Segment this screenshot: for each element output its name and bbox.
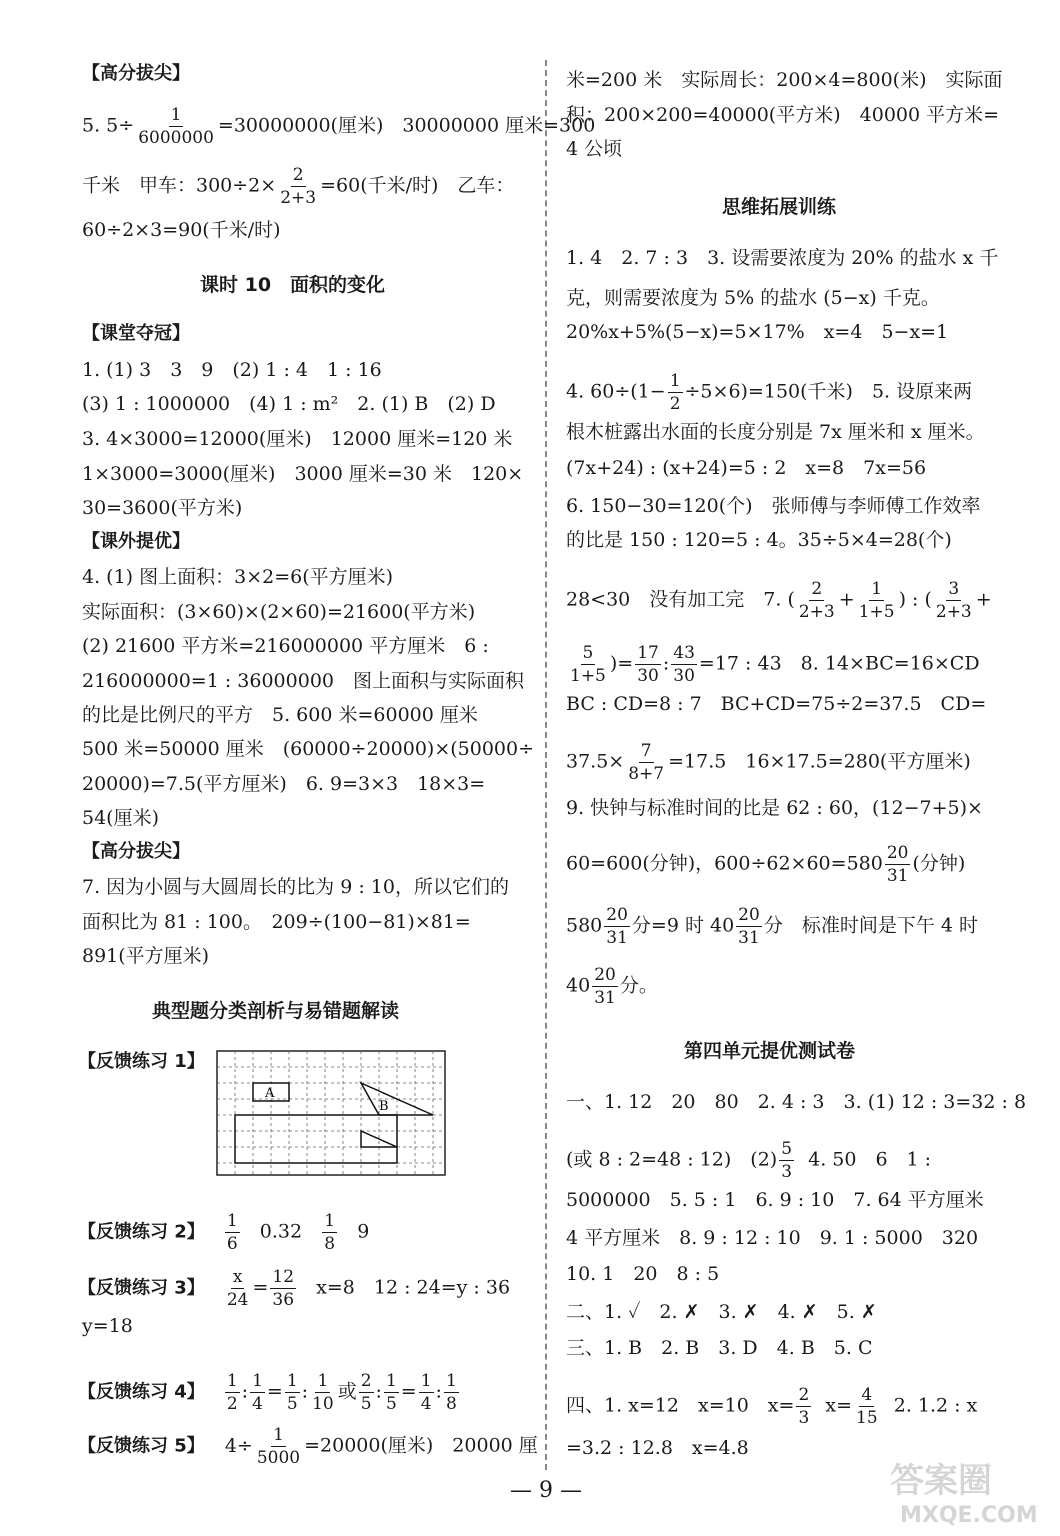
feedback-row: 【反馈练习 2】 $\frac{1}{6}$ 0.32 $\frac{1}{8}$ 9: [78, 1211, 370, 1254]
answer-line: 60=600(分钟)，600÷62×60=580 $\frac{20}{31}$ (分钟): [566, 843, 966, 886]
answer-line: 216000000=1 : 36000000 图上面积与实际面积: [82, 670, 524, 692]
section-tag: 【课堂夺冠】: [82, 323, 190, 344]
answer-line: BC : CD=8 : 7 BC+CD=75÷2=37.5 CD=: [566, 693, 987, 715]
answer-line: 四、1. x=12 x=10 x= $\frac{2}{3}$ x= $\frac{4}{15}$ 2. 1.2 : x: [566, 1385, 978, 1428]
section-tag: 【高分拔尖】: [82, 63, 190, 84]
answer-line: 根木桩露出水面的长度分别是 7x 厘米和 x 厘米。: [566, 421, 985, 443]
answer-line: 一、1. 12 20 80 2. 4 : 3 3. (1) 12 : 3=32 : 8: [566, 1091, 1027, 1113]
answer-line: 1. (1) 3 3 9 (2) 1 : 4 1 : 16: [82, 359, 382, 381]
answer-line: 千米 甲车：300÷2× $\frac{2}{2+3}$ =60(千米/时) 乙车：: [82, 165, 515, 208]
answer-line: 二、1. ✓ 2. ✗ 3. ✗ 4. ✗ 5. ✗: [566, 1301, 877, 1323]
answer-line: 37.5× $\frac{7}{8+7}$ =17.5 16×17.5=280(平方厘米): [566, 741, 971, 784]
shape-label-a: A: [265, 1086, 275, 1101]
answer-line: 5000000 5. 5 : 1 6. 9 : 10 7. 64 平方厘米: [566, 1189, 984, 1211]
answer-line: 30=3600(平方米): [82, 497, 243, 519]
triangle-reduced: [361, 1131, 397, 1147]
grid-figure: [216, 1050, 446, 1176]
section-heading: 典型题分类剖析与易错题解读: [152, 1000, 400, 1022]
feedback-row: 【反馈练习 5】 4÷ $\frac{1}{5000}$ =20000(厘米) 20000 厘: [78, 1425, 538, 1468]
answer-line: 20%x+5%(5−x)=5×17% x=4 5−x=1: [566, 321, 949, 343]
answer-line: 1×3000=3000(厘米) 3000 厘米=30 米 120×: [82, 463, 524, 485]
answer-line: 891(平方厘米): [82, 945, 210, 967]
section-tag: 【课外提优】: [82, 531, 190, 552]
fraction: $\frac{2}{2+3}$: [280, 165, 317, 208]
svg-text:答案圈: 答案圈: [890, 1461, 992, 1501]
answer-line: 三、1. B 2. B 3. D 4. B 5. C: [566, 1337, 873, 1359]
section-heading: 课时 10 面积的变化: [200, 274, 386, 296]
section-heading: 思维拓展训练: [722, 196, 837, 218]
answer-line: (或 8 : 2=48 : 12) (2) $\frac{5}{3}$ 4. 50 6 1 :: [566, 1139, 932, 1182]
answer-line: 10. 1 20 8 : 5: [566, 1263, 720, 1285]
answer-line: 米=200 米 实际周长：200×4=800(米) 实际面: [566, 69, 1003, 91]
answer-line: y=18: [82, 1315, 133, 1337]
answer-line: 7. 因为小圆与大圆周长的比为 9 : 10，所以它们的: [82, 876, 509, 898]
section-tag: 【高分拔尖】: [82, 841, 190, 862]
answer-line: 9. 快钟与标准时间的比是 62 : 60，(12−7+5)×: [566, 797, 983, 819]
watermark-logo: [880, 1450, 1040, 1530]
feedback-label: 【反馈练习 1】: [78, 1051, 205, 1072]
answer-line: 4. 60÷(1− $\frac{1}{2}$ ÷5×6)=150(千米) 5. 设原来两: [566, 371, 973, 414]
fraction: $\frac{1}{6000000}$: [138, 105, 214, 148]
answer-line: 的比是 150 : 120=5 : 4。35÷5×4=28(个): [566, 529, 952, 551]
answer-line: 4 公顷: [566, 138, 623, 160]
answer-line: 20000)=7.5(平方厘米) 6. 9=3×3 18×3=: [82, 773, 486, 795]
answer-line: 克，则需要浓度为 5% 的盐水 (5−x) 千克。: [566, 287, 940, 309]
page-number: — 9 —: [510, 1478, 582, 1503]
answer-line: 1. 4 2. 7 : 3 3. 设需要浓度为 20% 的盐水 x 千: [566, 247, 999, 269]
rectangle-enlarged: [235, 1115, 397, 1163]
answer-line: =3.2 : 12.8 x=4.8: [566, 1437, 749, 1459]
grid-border: [217, 1051, 445, 1175]
answer-line: 4 平方厘米 8. 9 : 12 : 10 9. 1 : 5000 320: [566, 1227, 979, 1249]
answer-line: 4. (1) 图上面积：3×2=6(平方厘米): [82, 566, 394, 588]
answer-line: 积：200×200=40000(平方米) 40000 平方米=: [566, 104, 1000, 126]
answer-line: 实际面积：(3×60)×(2×60)=21600(平方米): [82, 601, 476, 623]
answer-line: 28<30 没有加工完 7. ( $\frac{2}{2+3}$ + $\frac{1}{1+5}$ ) : ( $\frac{3}{2+3}$ +: [566, 579, 992, 622]
answer-line: 3. 4×3000=12000(厘米) 12000 厘米=120 米: [82, 428, 513, 450]
answer-line: $\frac{5}{1+5}$ )= $\frac{17}{30}$ : $\frac{43}{30}$ =17 : 43 8. 14×BC=16×CD: [570, 643, 980, 686]
answer-line: 的比是比例尺的平方 5. 600 米=60000 厘米: [82, 704, 478, 726]
answer-line: 5. 5÷ $\frac{1}{6000000}$ =30000000(厘米) 30000000 厘米=300: [82, 105, 596, 148]
answer-line: 40 $\frac{20}{31}$ 分。: [566, 965, 658, 1008]
answer-line: 500 米=50000 厘米 (60000÷20000)×(50000÷: [82, 738, 535, 760]
answer-line: 面积比为 81 : 100。 209÷(100−81)×81=: [82, 911, 471, 933]
feedback-row: 【反馈练习 3】 $\frac{x}{24}$ = $\frac{12}{36}$ x=8 12 : 24=y : 36: [78, 1267, 511, 1310]
answer-line: (2) 21600 平方米=216000000 平方厘米 6 :: [82, 635, 489, 657]
answer-line: 54(厘米): [82, 807, 160, 829]
feedback-row: 【反馈练习 4】 $\frac{1}{2}$ : $\frac{1}{4}$ = $\frac{1}{5}$ : $\frac{1}{10}$ 或 $\frac{2}{5}$ : $\frac{1}{5}$ = $\frac{1}{4}$ : $\frac{1}{8}$: [78, 1371, 457, 1414]
answer-line: (3) 1 : 1000000 (4) 1 : m² 2. (1) B (2) D: [82, 393, 496, 415]
answer-line: 6. 150−30=120(个) 张师傅与李师傅工作效率: [566, 495, 981, 517]
answer-line: 60÷2×3=90(千米/时): [82, 219, 281, 241]
svg-text:MXQE.COM: MXQE.COM: [900, 1503, 1038, 1528]
section-heading: 第四单元提优测试卷: [684, 1040, 856, 1062]
column-divider: [545, 60, 547, 1470]
grid-lines: [217, 1051, 445, 1175]
shape-label-b: B: [379, 1099, 389, 1114]
answer-line: (7x+24) : (x+24)=5 : 2 x=8 7x=56: [566, 457, 927, 479]
answer-line: 580 $\frac{20}{31}$ 分=9 时 40 $\frac{20}{31}$ 分 标准时间是下午 4 时: [566, 905, 978, 948]
